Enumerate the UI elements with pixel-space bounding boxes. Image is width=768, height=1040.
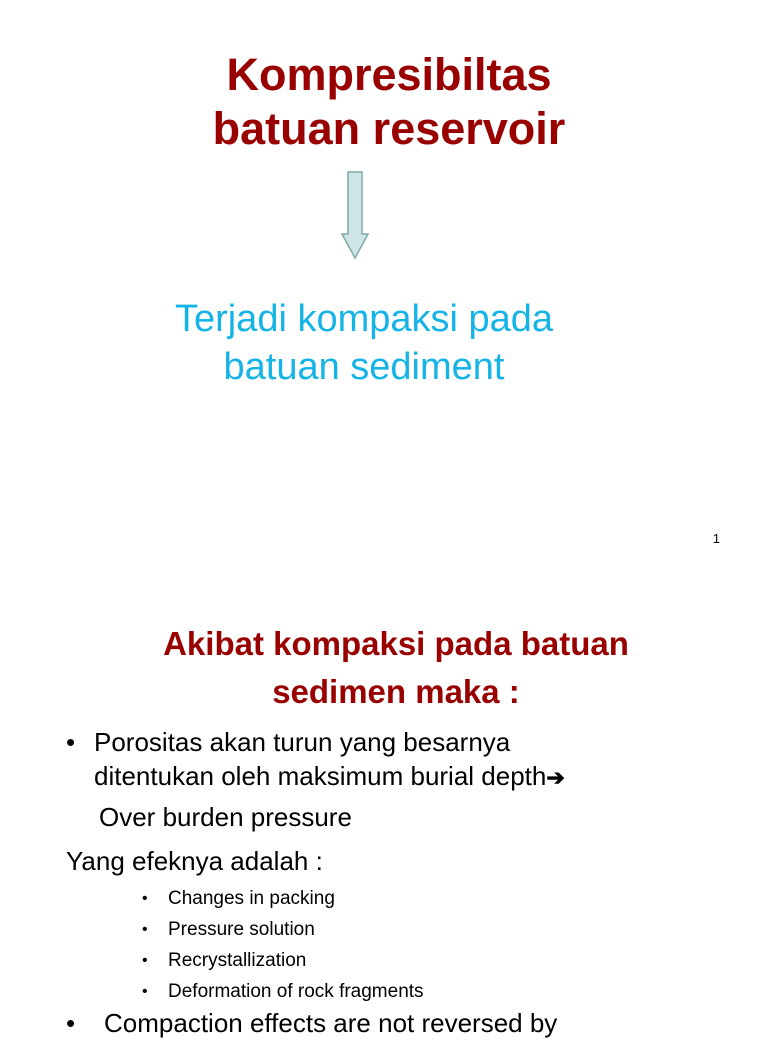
bullet-line-with-arrow bbox=[94, 759, 706, 795]
page-number: 1 bbox=[712, 531, 720, 546]
title-line: batuan reservoir bbox=[212, 103, 566, 154]
bullet-marker: • bbox=[66, 727, 76, 757]
bullet-porositas bbox=[66, 725, 706, 795]
list-item bbox=[142, 914, 424, 945]
list-item-label: Recrystallization bbox=[168, 950, 307, 971]
over-burden-text: Over burden pressure bbox=[99, 802, 352, 832]
bullet-compaction bbox=[66, 1006, 746, 1040]
bullet-marker: • bbox=[142, 952, 148, 969]
title-line: Kompresibiltas bbox=[226, 49, 552, 100]
bullet-marker: • bbox=[142, 890, 148, 907]
effects-heading: Yang efeknya adalah : bbox=[66, 846, 323, 876]
bullet-line: ditentukan oleh maksimum burial depth bbox=[94, 761, 547, 791]
slide-2 bbox=[0, 570, 768, 1038]
slide-subtitle bbox=[0, 295, 728, 391]
bullet-marker: • bbox=[66, 1008, 76, 1038]
bullet-line: Compaction effects are not reversed by bbox=[104, 1008, 558, 1038]
list-item-label: Deformation of rock fragments bbox=[168, 981, 424, 1002]
down-arrow-icon bbox=[341, 170, 369, 260]
bullet-marker: • bbox=[142, 983, 148, 1000]
subtitle-line: batuan sediment bbox=[223, 346, 505, 388]
slide-title bbox=[0, 48, 768, 156]
title-line: sedimen maka : bbox=[272, 673, 520, 710]
list-item bbox=[142, 945, 424, 976]
bullet-marker: • bbox=[142, 921, 148, 938]
bullet-line: Porositas akan turun yang besarnya bbox=[94, 727, 511, 757]
slide-title bbox=[0, 620, 768, 716]
right-arrow-icon: ➔ bbox=[546, 765, 565, 790]
list-item-label: Changes in packing bbox=[168, 888, 335, 909]
list-item bbox=[142, 976, 424, 1007]
subtitle-line: Terjadi kompaksi pada bbox=[174, 298, 554, 340]
list-item bbox=[142, 883, 424, 914]
title-line: Akibat kompaksi pada batuan bbox=[163, 625, 629, 662]
list-item-label: Pressure solution bbox=[168, 919, 315, 940]
effects-list bbox=[142, 883, 424, 1007]
